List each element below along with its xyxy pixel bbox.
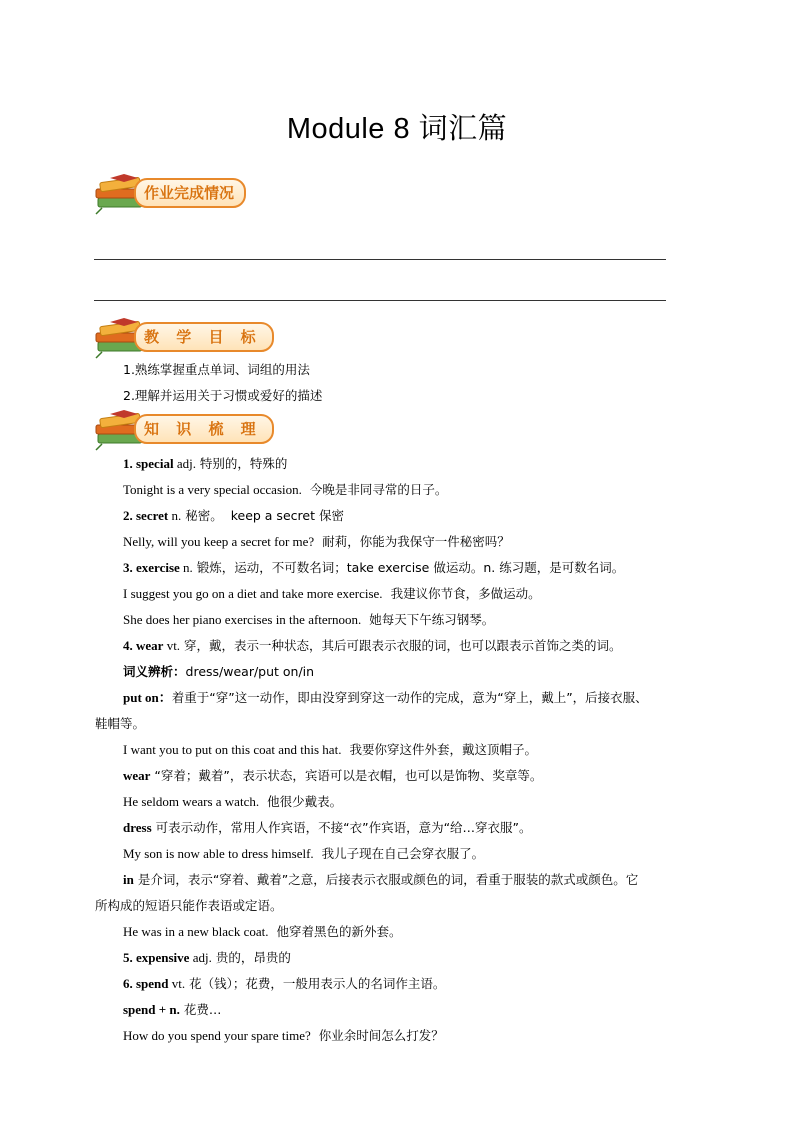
example-sentence [123, 1027, 444, 1045]
entry-pos: vt. [168, 976, 186, 991]
entry-number: 5. [123, 950, 133, 965]
entry-meaning: 锻炼，运动，不可数名词；take exercise 做运动。n. 练习题，是可数名词。 [192, 560, 625, 575]
analysis-label: 词义辨析： [123, 664, 186, 679]
entry-number: 2. [123, 508, 133, 523]
example-cn: 今晚是非同寻常的日子。 [309, 482, 448, 497]
example-sentence [123, 481, 447, 499]
example-en: Tonight is a very special occasion. [123, 482, 302, 497]
vocab-entry-exercise [123, 559, 624, 577]
entry-pos: n. [179, 560, 193, 575]
example-cn: 他很少戴表。 [267, 794, 343, 809]
usage-word: dress [123, 820, 152, 835]
example-en: Nelly, will you keep a secret for me? [123, 534, 315, 549]
example-cn: 耐莉，你能为我保守一件秘密吗？ [322, 534, 510, 549]
section-title: 教 学 目 标 [134, 322, 274, 352]
entry-word: special [136, 456, 174, 471]
entry-pos: adj. [173, 456, 196, 471]
usage-word: put on： [123, 690, 172, 705]
entry-word: spend [136, 976, 169, 991]
usage-text: 可表示动作，常用人作宾语，不接“衣”作宾语，意为“给…穿衣服”。 [151, 820, 532, 835]
entry-meaning: 贵的，昂贵的 [211, 950, 291, 965]
entry-word: secret [136, 508, 169, 523]
section-header-knowledge [94, 408, 264, 452]
example-en: I suggest you go on a diet and take more exercise. [123, 586, 383, 601]
example-en: My son is now able to dress himself. [123, 846, 314, 861]
example-sentence [123, 533, 510, 551]
usage-text-continued: 鞋帽等。 [95, 716, 146, 731]
usage-wear [123, 767, 542, 785]
pattern-spend [123, 1001, 221, 1019]
vocab-entry-expensive [123, 949, 291, 967]
objective-item: 2.理解并运用关于习惯或爱好的描述 [123, 388, 323, 403]
example-sentence [123, 585, 541, 603]
vocab-entry-special [123, 455, 287, 473]
section-header-homework [94, 172, 264, 216]
usage-dress [123, 819, 532, 837]
example-sentence [123, 923, 402, 941]
example-cn: 我要你穿这件外套，戴这顶帽子。 [349, 742, 537, 757]
pattern-meaning: 花费… [179, 1002, 222, 1017]
usage-in [123, 871, 638, 889]
example-sentence [123, 793, 342, 811]
example-en: He seldom wears a watch. [123, 794, 260, 809]
example-sentence [123, 611, 494, 629]
usage-word: in [123, 872, 134, 887]
example-sentence [123, 845, 484, 863]
section-title: 知 识 梳 理 [134, 414, 274, 444]
usage-text-continued: 所构成的短语只能作表语或定语。 [95, 898, 283, 913]
entry-number: 3. [123, 560, 133, 575]
entry-word: exercise [136, 560, 180, 575]
analysis-words: dress/wear/put on/in [185, 664, 315, 679]
entry-pos: n. [168, 508, 182, 523]
entry-pos: adj. [189, 950, 212, 965]
usage-text: 着重于“穿”这一动作，即由没穿到穿这一动作的完成，意为“穿上，戴上”，后接衣服、 [171, 690, 648, 705]
entry-word: wear [136, 638, 164, 653]
entry-pos: vt. [163, 638, 181, 653]
example-cn: 他穿着黑色的新外套。 [276, 924, 402, 939]
entry-phrase: keep a secret 保密 [230, 508, 344, 523]
entry-meaning: 花（钱）；花费，一般用表示人的名词作主语。 [185, 976, 446, 991]
example-sentence [123, 741, 537, 759]
example-cn: 你业余时间怎么打发？ [318, 1028, 444, 1043]
vocab-entry-spend [123, 975, 445, 993]
word-analysis [123, 663, 314, 681]
example-en: He was in a new black coat. [123, 924, 269, 939]
entry-word: expensive [136, 950, 190, 965]
example-en: How do you spend your spare time? [123, 1028, 311, 1043]
example-en: I want you to put on this coat and this hat. [123, 742, 342, 757]
entry-meaning: 特别的，特殊的 [195, 456, 288, 471]
objective-item: 1.熟练掌握重点单词、词组的用法 [123, 362, 310, 377]
page-title: Module 8 词汇篇 [286, 113, 508, 145]
section-title: 作业完成情况 [134, 178, 246, 208]
usage-text: “穿着；戴着”，表示状态，宾语可以是衣帽，也可以是饰物、奖章等。 [150, 768, 543, 783]
vocab-entry-wear [123, 637, 622, 655]
entry-meaning: 秘密。 [181, 508, 223, 523]
entry-meaning: 穿，戴，表示一种状态，其后可跟表示衣服的词，也可以跟表示首饰之类的词。 [180, 638, 622, 653]
usage-text: 是介词，表示“穿着、戴着”之意，后接表示衣服或颜色的词，看重于服装的款式或颜色。它 [133, 872, 639, 887]
entry-number: 6. [123, 976, 133, 991]
usage-word: wear [123, 768, 151, 783]
pattern-text: spend + n. [123, 1002, 180, 1017]
example-cn: 我儿子现在自己会穿衣服了。 [321, 846, 485, 861]
example-en: She does her piano exercises in the afternoon. [123, 612, 362, 627]
example-cn: 她每天下午练习钢琴。 [369, 612, 495, 627]
answer-line[interactable] [94, 300, 666, 301]
example-cn: 我建议你节食，多做运动。 [390, 586, 541, 601]
usage-put-on [123, 689, 648, 707]
vocab-entry-secret [123, 507, 344, 525]
answer-line[interactable] [94, 259, 666, 260]
section-header-objectives [94, 316, 264, 360]
entry-number: 1. [123, 456, 133, 471]
entry-number: 4. [123, 638, 133, 653]
